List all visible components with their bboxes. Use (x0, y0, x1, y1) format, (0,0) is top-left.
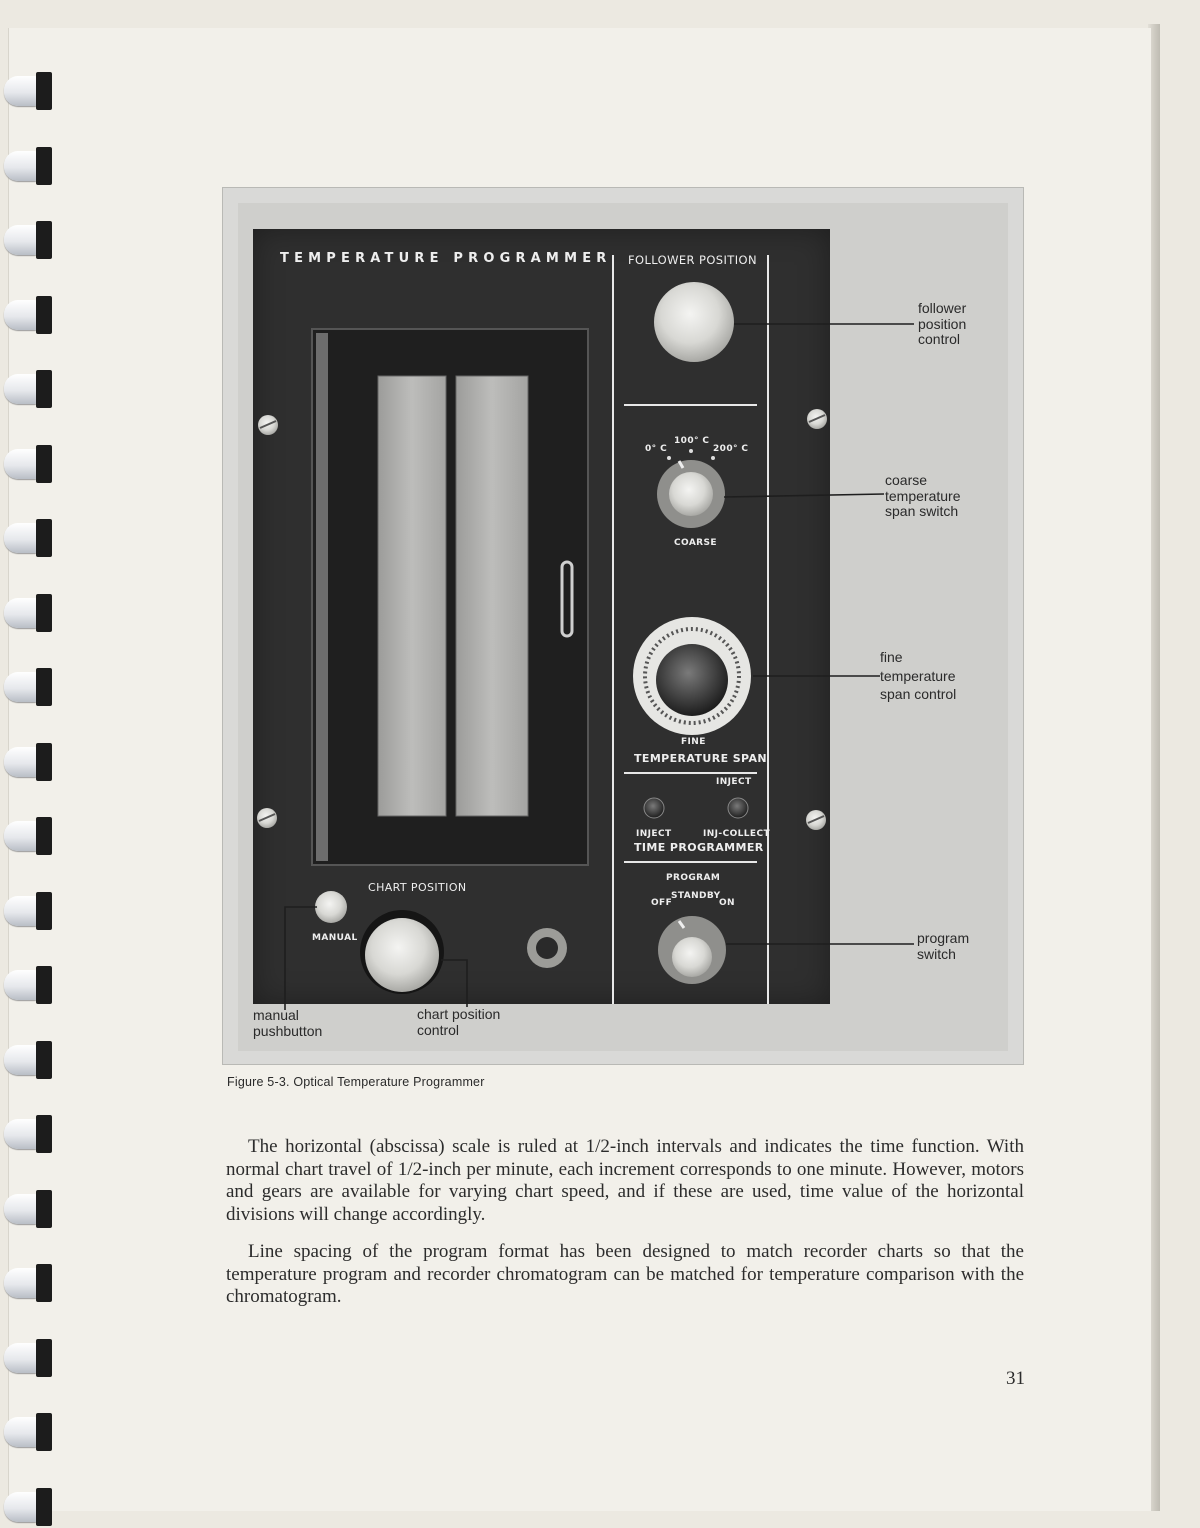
body-paragraph-2 (226, 1241, 1024, 1309)
leader-coarse (724, 494, 884, 497)
chart-window-left (378, 376, 446, 816)
chart-position-label: CHART POSITION (368, 881, 467, 894)
temperature-span-label: TEMPERATURE SPAN (634, 752, 768, 765)
inject-top-label: INJECT (716, 777, 752, 787)
inj-collect-label: INJ-COLLECT (703, 829, 770, 839)
coarse-scale-100c: 100° C (674, 436, 710, 446)
door-hinge (316, 333, 328, 861)
inj-collect-lamp (728, 798, 748, 818)
body-paragraph-2-text: Line spacing of the program format has been designed to match recorder charts so that the temperature program and recorder chromatogram can be matched for temperature comparison with the chromatogram. (226, 1241, 1024, 1307)
panel-title: TEMPERATURE PROGRAMMER (280, 251, 612, 266)
program-label: PROGRAM (666, 873, 721, 883)
fine-label: FINE (681, 737, 706, 747)
coarse-label: COARSE (674, 538, 717, 548)
manual-label: MANUAL (312, 933, 358, 943)
chart-door (312, 329, 588, 865)
body-paragraph-1 (226, 1136, 1024, 1226)
coarse-switch-knob (669, 472, 713, 516)
follower-position-label: FOLLOWER POSITION (628, 253, 757, 267)
coarse-scale-200c: 200° C (713, 444, 749, 454)
chart-position-knob (365, 918, 439, 992)
page-number: 31 (1006, 1368, 1025, 1389)
body-paragraph-1-text: The horizontal (abscissa) scale is ruled at 1/2-inch intervals and indicates the time function. With normal chart travel of 1/2-inch per minute, each increment corresponds to one minute. However, motors and gears are available for varying chart speed, and if these are used, time value of the horizontal divisions will change accordingly. (226, 1136, 1024, 1225)
program-off-label: OFF (651, 898, 673, 908)
callout-chart-position-control: chart position control (417, 1006, 501, 1038)
program-switch-knob (672, 937, 712, 977)
inject-lamp (644, 798, 664, 818)
callout-follower-position-control: follower position control (918, 300, 967, 347)
leader-chart-position (441, 960, 467, 1007)
callout-coarse-temperature-span-switch: coarse temperature span switch (885, 472, 961, 519)
figure-caption: Figure 5-3. Optical Temperature Programmer (227, 1075, 485, 1089)
coarse-scale-0c: 0° C (645, 444, 668, 454)
fine-span-knob (656, 644, 728, 716)
program-standby-label: STANDBY (671, 891, 721, 901)
callout-program-switch: program switch (917, 930, 970, 962)
leader-manual (285, 907, 317, 1010)
chart-window-right (456, 376, 528, 816)
callout-manual-pushbutton: manual pushbutton (253, 1007, 323, 1039)
inject-label: INJECT (636, 829, 672, 839)
callout-fine-temperature-span-control: fine temperature span control (880, 649, 957, 702)
follower-position-knob (654, 282, 734, 362)
manual-pushbutton (315, 891, 347, 923)
time-programmer-label: TIME PROGRAMMER (634, 841, 764, 854)
program-on-label: ON (719, 898, 735, 908)
